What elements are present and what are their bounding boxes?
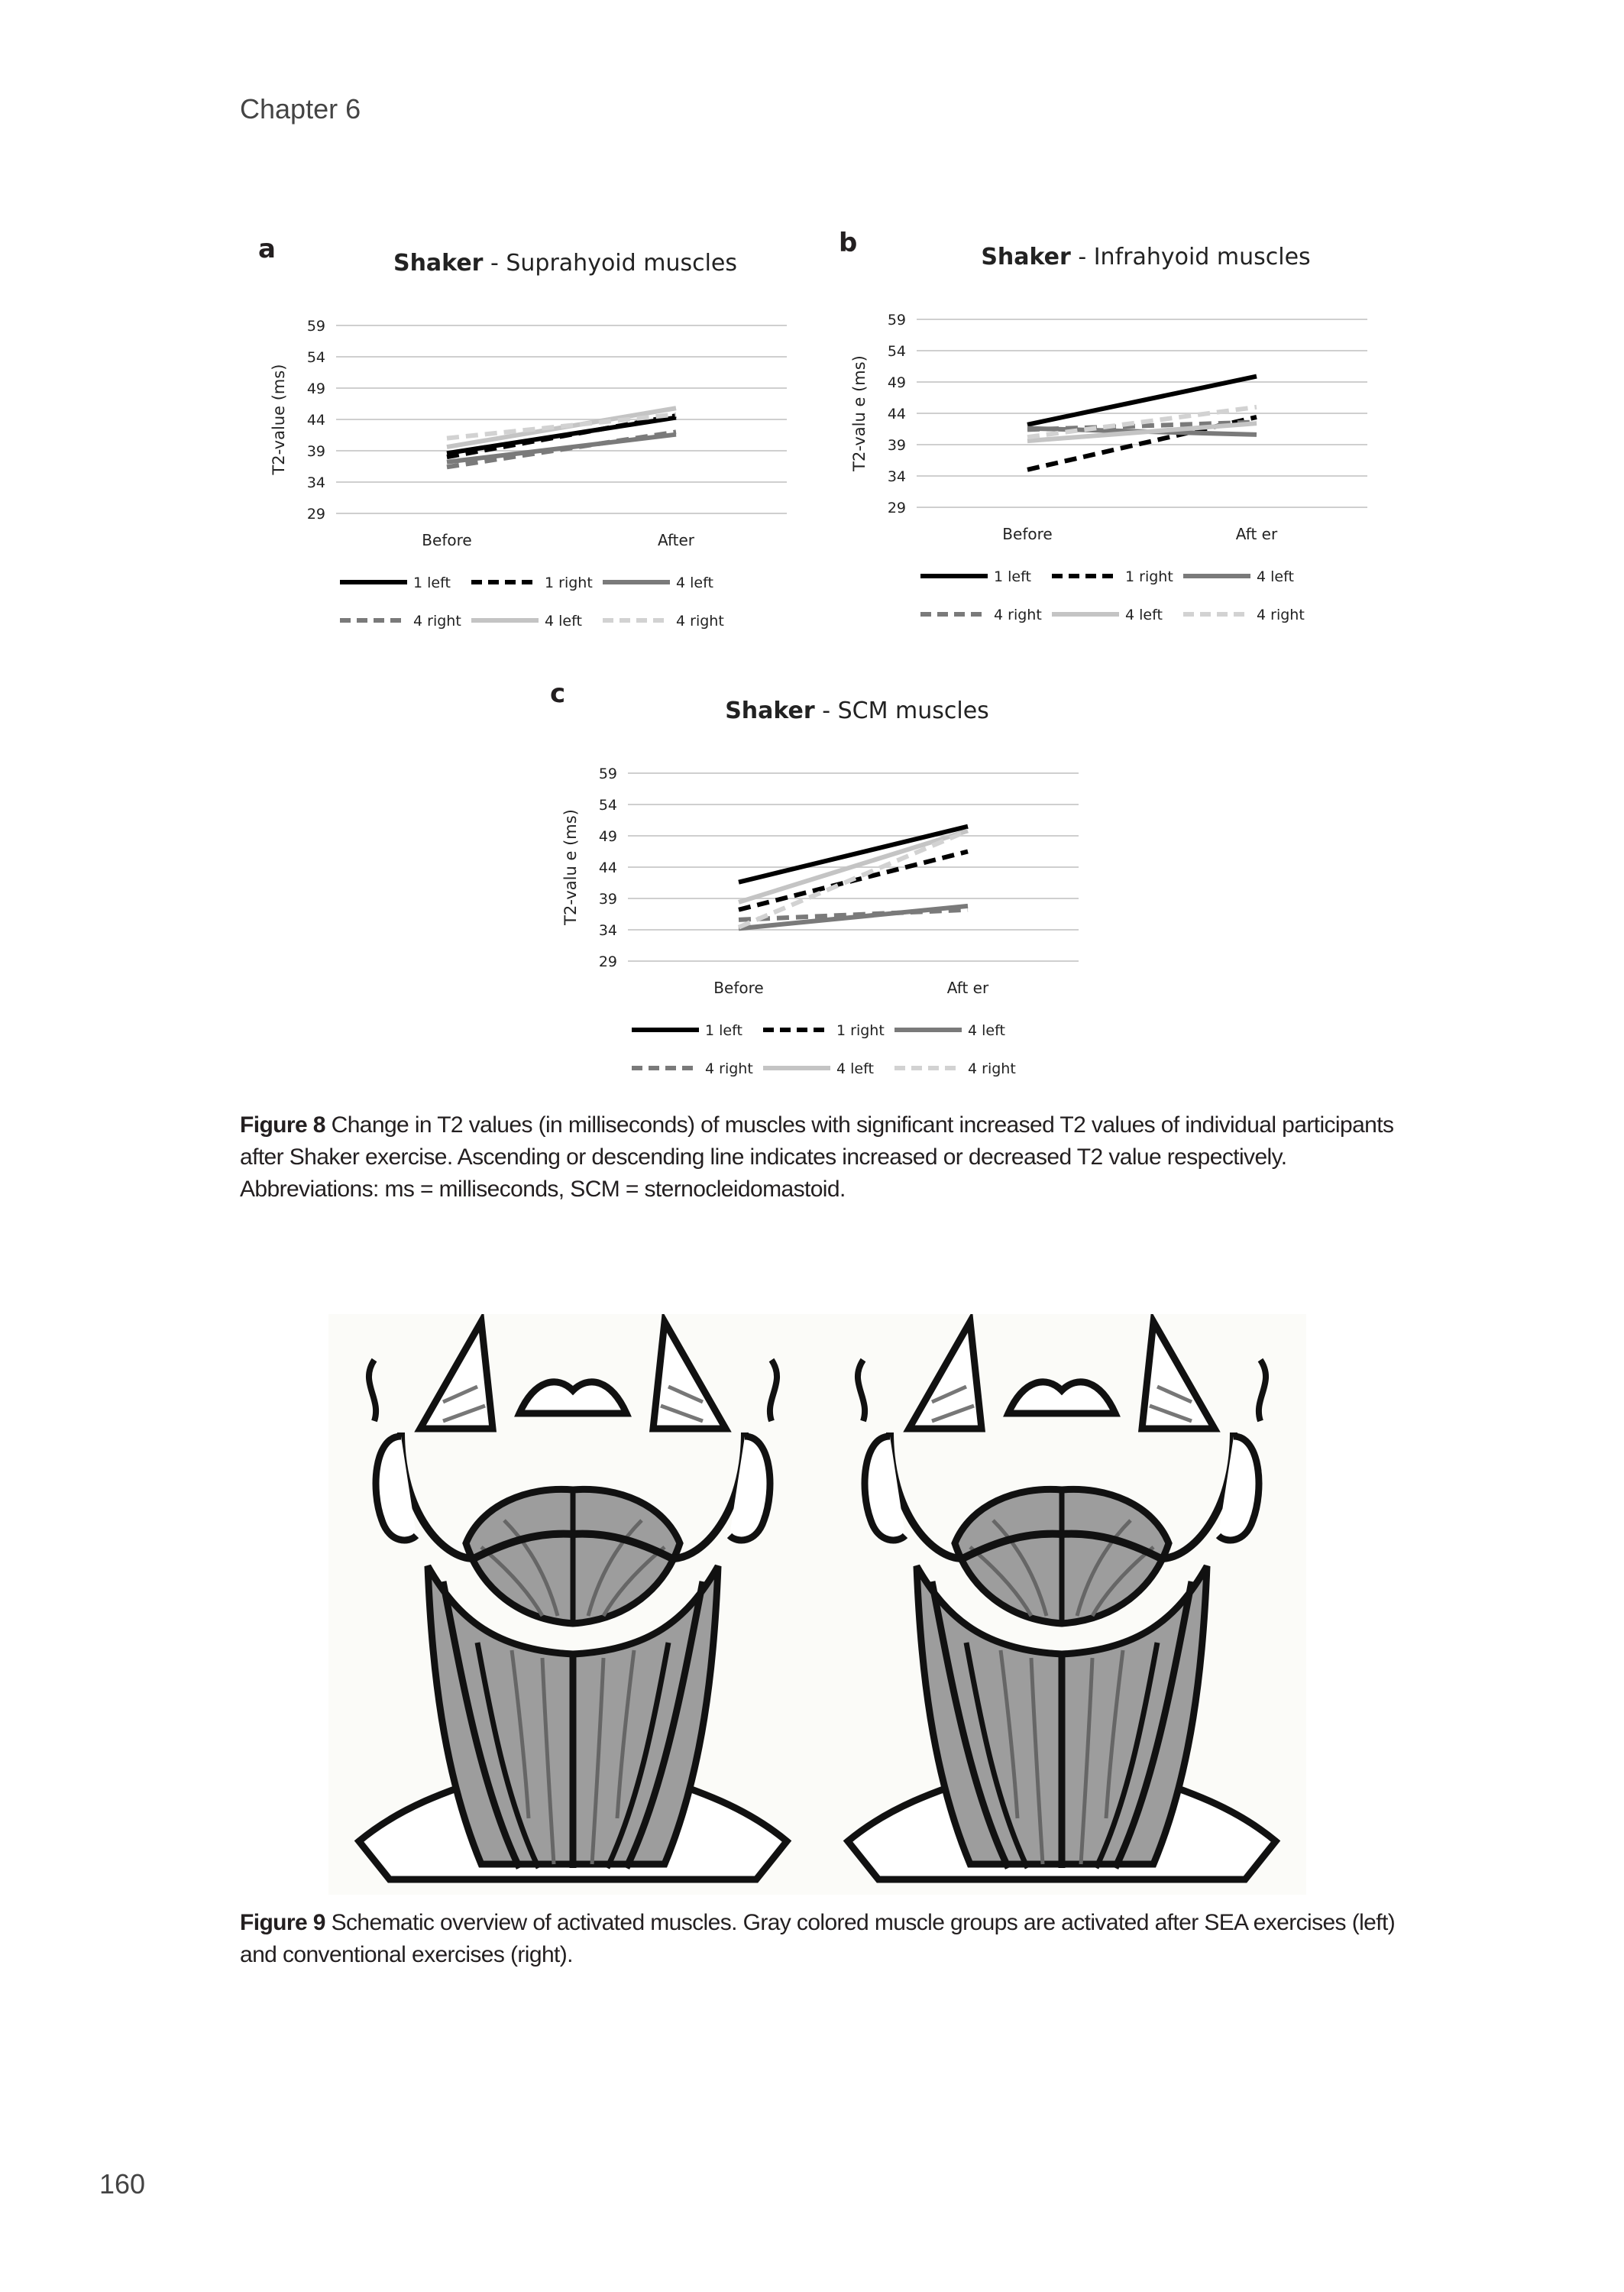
legend-label: 1 right bbox=[836, 1022, 885, 1039]
legend-label: 4 left bbox=[1125, 607, 1163, 623]
chart-a-suprahyoid bbox=[260, 237, 810, 649]
y-tick-label: 54 bbox=[887, 343, 906, 360]
y-axis-label: T2-valu e (ms) bbox=[850, 355, 869, 471]
y-tick-label: 44 bbox=[306, 412, 325, 429]
y-tick-label: 34 bbox=[887, 468, 906, 485]
legend-label: 4 right bbox=[994, 607, 1042, 623]
panel-letter-c: c bbox=[550, 678, 566, 709]
figure-9-text: Schematic overview of activated muscles. Gray colored muscle groups are activated after SEA exercises (left) and conventional exercises (right). bbox=[240, 1910, 1396, 1967]
running-head: Chapter 6 bbox=[240, 93, 361, 125]
figure-8-text: Change in T2 values (in milliseconds) of muscles with significant increased T2 values of individual participants after Shaker exercise. Ascending or descending line indicates increased or decreased T2 value respectively. Abbreviations: ms = milliseconds, SCM = sternocleidomastoid. bbox=[240, 1112, 1394, 1202]
figure-9-caption bbox=[240, 1907, 1409, 1971]
neck-muscles-illustration bbox=[328, 1314, 1306, 1895]
legend-label: 4 left bbox=[676, 575, 713, 591]
y-axis-label: T2-valu e (ms) bbox=[561, 809, 580, 925]
legend-label: 1 right bbox=[1125, 568, 1173, 585]
y-tick-label: 49 bbox=[306, 380, 325, 397]
neck-figure-conventional bbox=[817, 1314, 1306, 1895]
chart-title: Shaker - SCM muscles bbox=[725, 698, 989, 724]
legend-label: 1 left bbox=[413, 575, 451, 591]
y-tick-label: 39 bbox=[306, 443, 325, 460]
y-axis-label: T2-value (ms) bbox=[270, 364, 288, 475]
legend-label: 4 left bbox=[836, 1060, 874, 1077]
panel-letter-a: a bbox=[258, 234, 276, 264]
series-line-1 bbox=[1027, 377, 1257, 425]
legend-label: 4 left bbox=[545, 613, 582, 630]
x-tick-label: Before bbox=[713, 979, 764, 997]
legend-label: 4 left bbox=[1257, 568, 1294, 585]
legend-label: 4 right bbox=[705, 1060, 753, 1077]
figure-8-caption bbox=[240, 1109, 1409, 1206]
y-tick-label: 54 bbox=[306, 349, 325, 366]
y-tick-label: 44 bbox=[887, 406, 906, 422]
legend-label: 4 right bbox=[413, 613, 461, 630]
y-tick-label: 34 bbox=[306, 474, 325, 491]
legend-label: 1 left bbox=[705, 1022, 742, 1039]
y-tick-label: 39 bbox=[598, 891, 617, 908]
x-tick-label: Aft er bbox=[946, 979, 989, 997]
page-number: 160 bbox=[99, 2168, 146, 2200]
y-tick-label: 29 bbox=[887, 500, 906, 516]
x-tick-label: Before bbox=[422, 531, 472, 549]
y-tick-label: 44 bbox=[598, 860, 617, 876]
figure-8-label: Figure 8 bbox=[240, 1112, 325, 1138]
panel-letter-b: b bbox=[839, 228, 858, 258]
legend-label: 1 right bbox=[545, 575, 593, 591]
chart-c-scm bbox=[552, 685, 1102, 1097]
y-tick-label: 59 bbox=[887, 312, 906, 329]
legend-label: 1 left bbox=[994, 568, 1031, 585]
chart-b-infrahyoid bbox=[840, 231, 1390, 643]
y-tick-label: 59 bbox=[306, 318, 325, 335]
legend-label: 4 right bbox=[1257, 607, 1305, 623]
legend-label: 4 right bbox=[676, 613, 724, 630]
chart-title: Shaker - Suprahyoid muscles bbox=[393, 250, 738, 277]
neck-figure-sea bbox=[328, 1314, 817, 1895]
y-tick-label: 34 bbox=[598, 922, 617, 939]
y-tick-label: 59 bbox=[598, 766, 617, 782]
y-tick-label: 54 bbox=[598, 797, 617, 814]
series-line-1 bbox=[739, 827, 968, 882]
y-tick-label: 49 bbox=[598, 828, 617, 845]
legend-label: 4 left bbox=[968, 1022, 1005, 1039]
legend-label: 4 right bbox=[968, 1060, 1016, 1077]
x-tick-label: Before bbox=[1002, 525, 1053, 543]
y-tick-label: 39 bbox=[887, 437, 906, 454]
figure-9-label: Figure 9 bbox=[240, 1910, 325, 1935]
x-tick-label: After bbox=[657, 531, 695, 549]
y-tick-label: 29 bbox=[598, 953, 617, 970]
y-tick-label: 49 bbox=[887, 374, 906, 391]
chart-title: Shaker - Infrahyoid muscles bbox=[981, 244, 1311, 270]
y-tick-label: 29 bbox=[306, 506, 325, 523]
x-tick-label: Aft er bbox=[1235, 525, 1278, 543]
